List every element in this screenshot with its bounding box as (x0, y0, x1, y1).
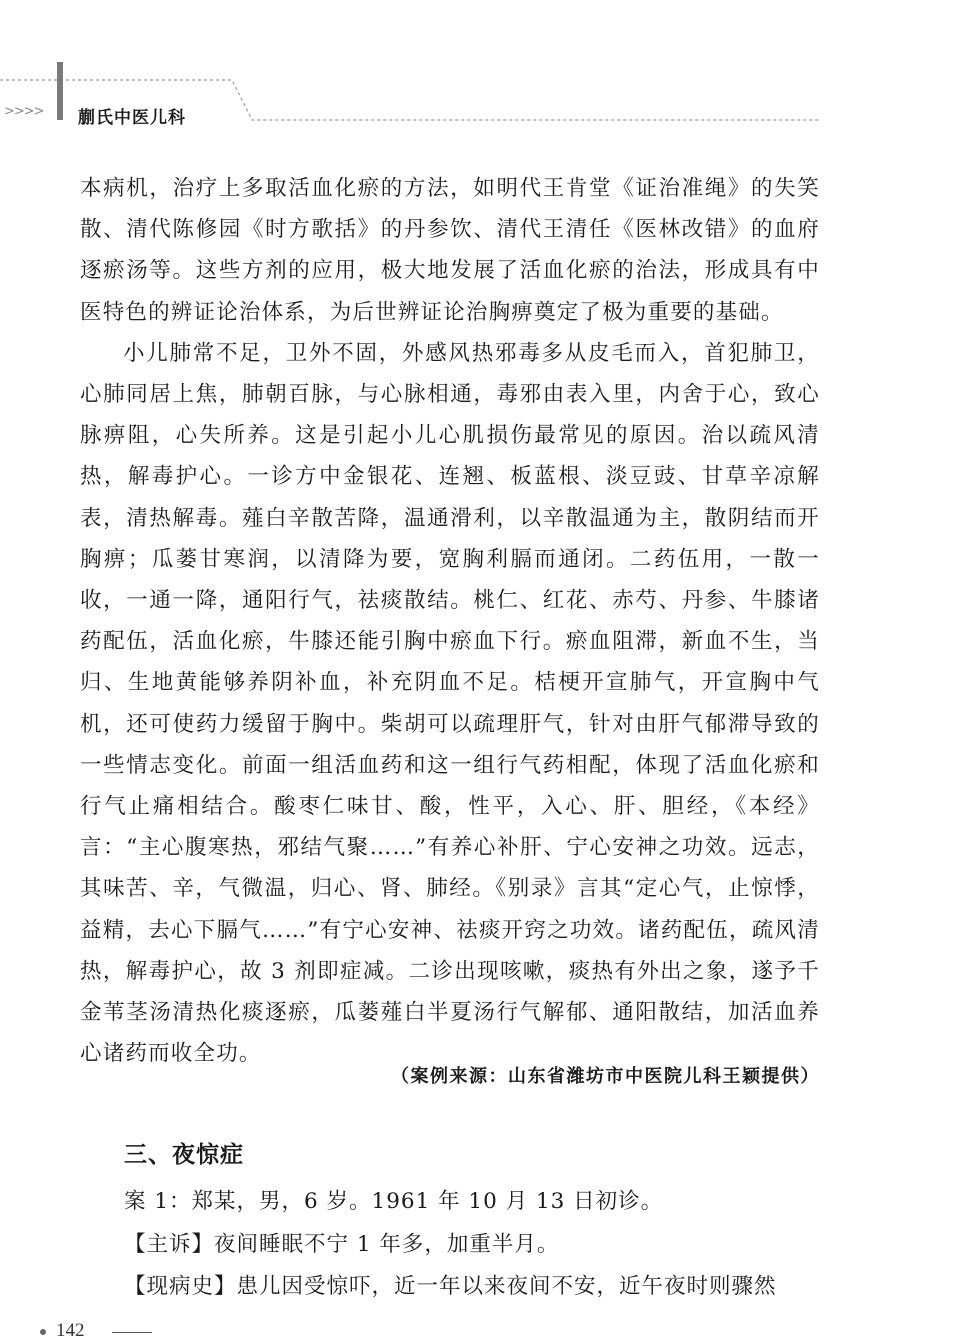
paragraph-continued: 本病机，治疗上多取活血化瘀的方法，如明代王肯堂《证治准绳》的失笑散、清代陈修园《时方歌括》的丹参饮、清代王清任《医林改错》的血府逐瘀汤等。这些方剂的应用，极大地发展了活血化瘀的治法，形成具有中医特色的辨证论治体系，为后世辨证论治胸痹奠定了极为重要的基础。 (80, 176, 820, 325)
chief-complaint: 【主诉】夜间睡眠不宁 1 年多，加重半月。 (124, 1232, 560, 1257)
page-number: 142 (56, 1320, 85, 1341)
header-arrows: >>>> (4, 104, 44, 119)
case-intro: 案 1：郑某，男，6 岁。1961 年 10 月 13 日初诊。 (124, 1189, 664, 1214)
paragraph-analysis: 小儿肺常不足，卫外不固，外感风热邪毒多从皮毛而入，首犯肺卫，心肺同居上焦，肺朝百脉，与心脉相通，毒邪由表入里，内舍于心，致心脉痹阻，心失所养。这是引起小儿心肌损伤最常见的原因。治以疏风清热，解毒护心。一诊方中金银花、连翘、板蓝根、淡豆豉、甘草辛凉解表，清热解毒。薤白辛散苦降，温通滑利，以辛散温通为主，散阴结而开胸痹；瓜蒌甘寒润，以清降为要，宽胸利膈而通闭。二药伍用，一散一收，一通一降，通阳行气，祛痰散结。桃仁、红花、赤芍、丹参、牛膝诸药配伍，活血化瘀，牛膝还能引胸中瘀血下行。瘀血阻滞，新血不生，当归、生地黄能够养阴补血，补充阴血不足。桔梗开宣肺气，开宣胸中气机，还可使药力缓留于胸中。柴胡可以疏理肝气，针对由肝气郁滞导致的一些情志变化。前面一组活血药和这一组行气药相配，体现了活血化瘀和行气止痛相结合。酸枣仁味甘、酸，性平，入心、肝、胆经，《本经》言：“主心腹寒热，邪结气聚……”有养心补肝、宁心安神之功效。远志，其味苦、辛，气微温，归心、肾、肺经。《别录》言其“定心气，止惊悸，益精，去心下膈气……”有宁心安神、祛痰开窍之功效。诸药配伍，疏风清热，解毒护心，故 3 剂即症减。二诊出现咳嗽，痰热有外出之象，遂予千金苇茎汤清热化痰逐瘀，瓜蒌薤白半夏汤行气解郁、通阳散结，加活血养心诸药而收全功。 (80, 340, 820, 1067)
page-header (0, 0, 960, 140)
section-heading: 三、夜惊症 (124, 1142, 244, 1168)
present-history: 【现病史】患儿因受惊吓，近一年以来夜间不安，近午夜时则骤然 (124, 1274, 777, 1299)
main-text (80, 168, 820, 1074)
footer-rule (112, 1332, 152, 1333)
book-title: 蒯氏中医儿科 (78, 108, 186, 128)
case-source-note: （案例来源：山东省潍坊市中医院儿科王颖提供） (391, 1066, 820, 1087)
footer-bullet (40, 1329, 46, 1335)
